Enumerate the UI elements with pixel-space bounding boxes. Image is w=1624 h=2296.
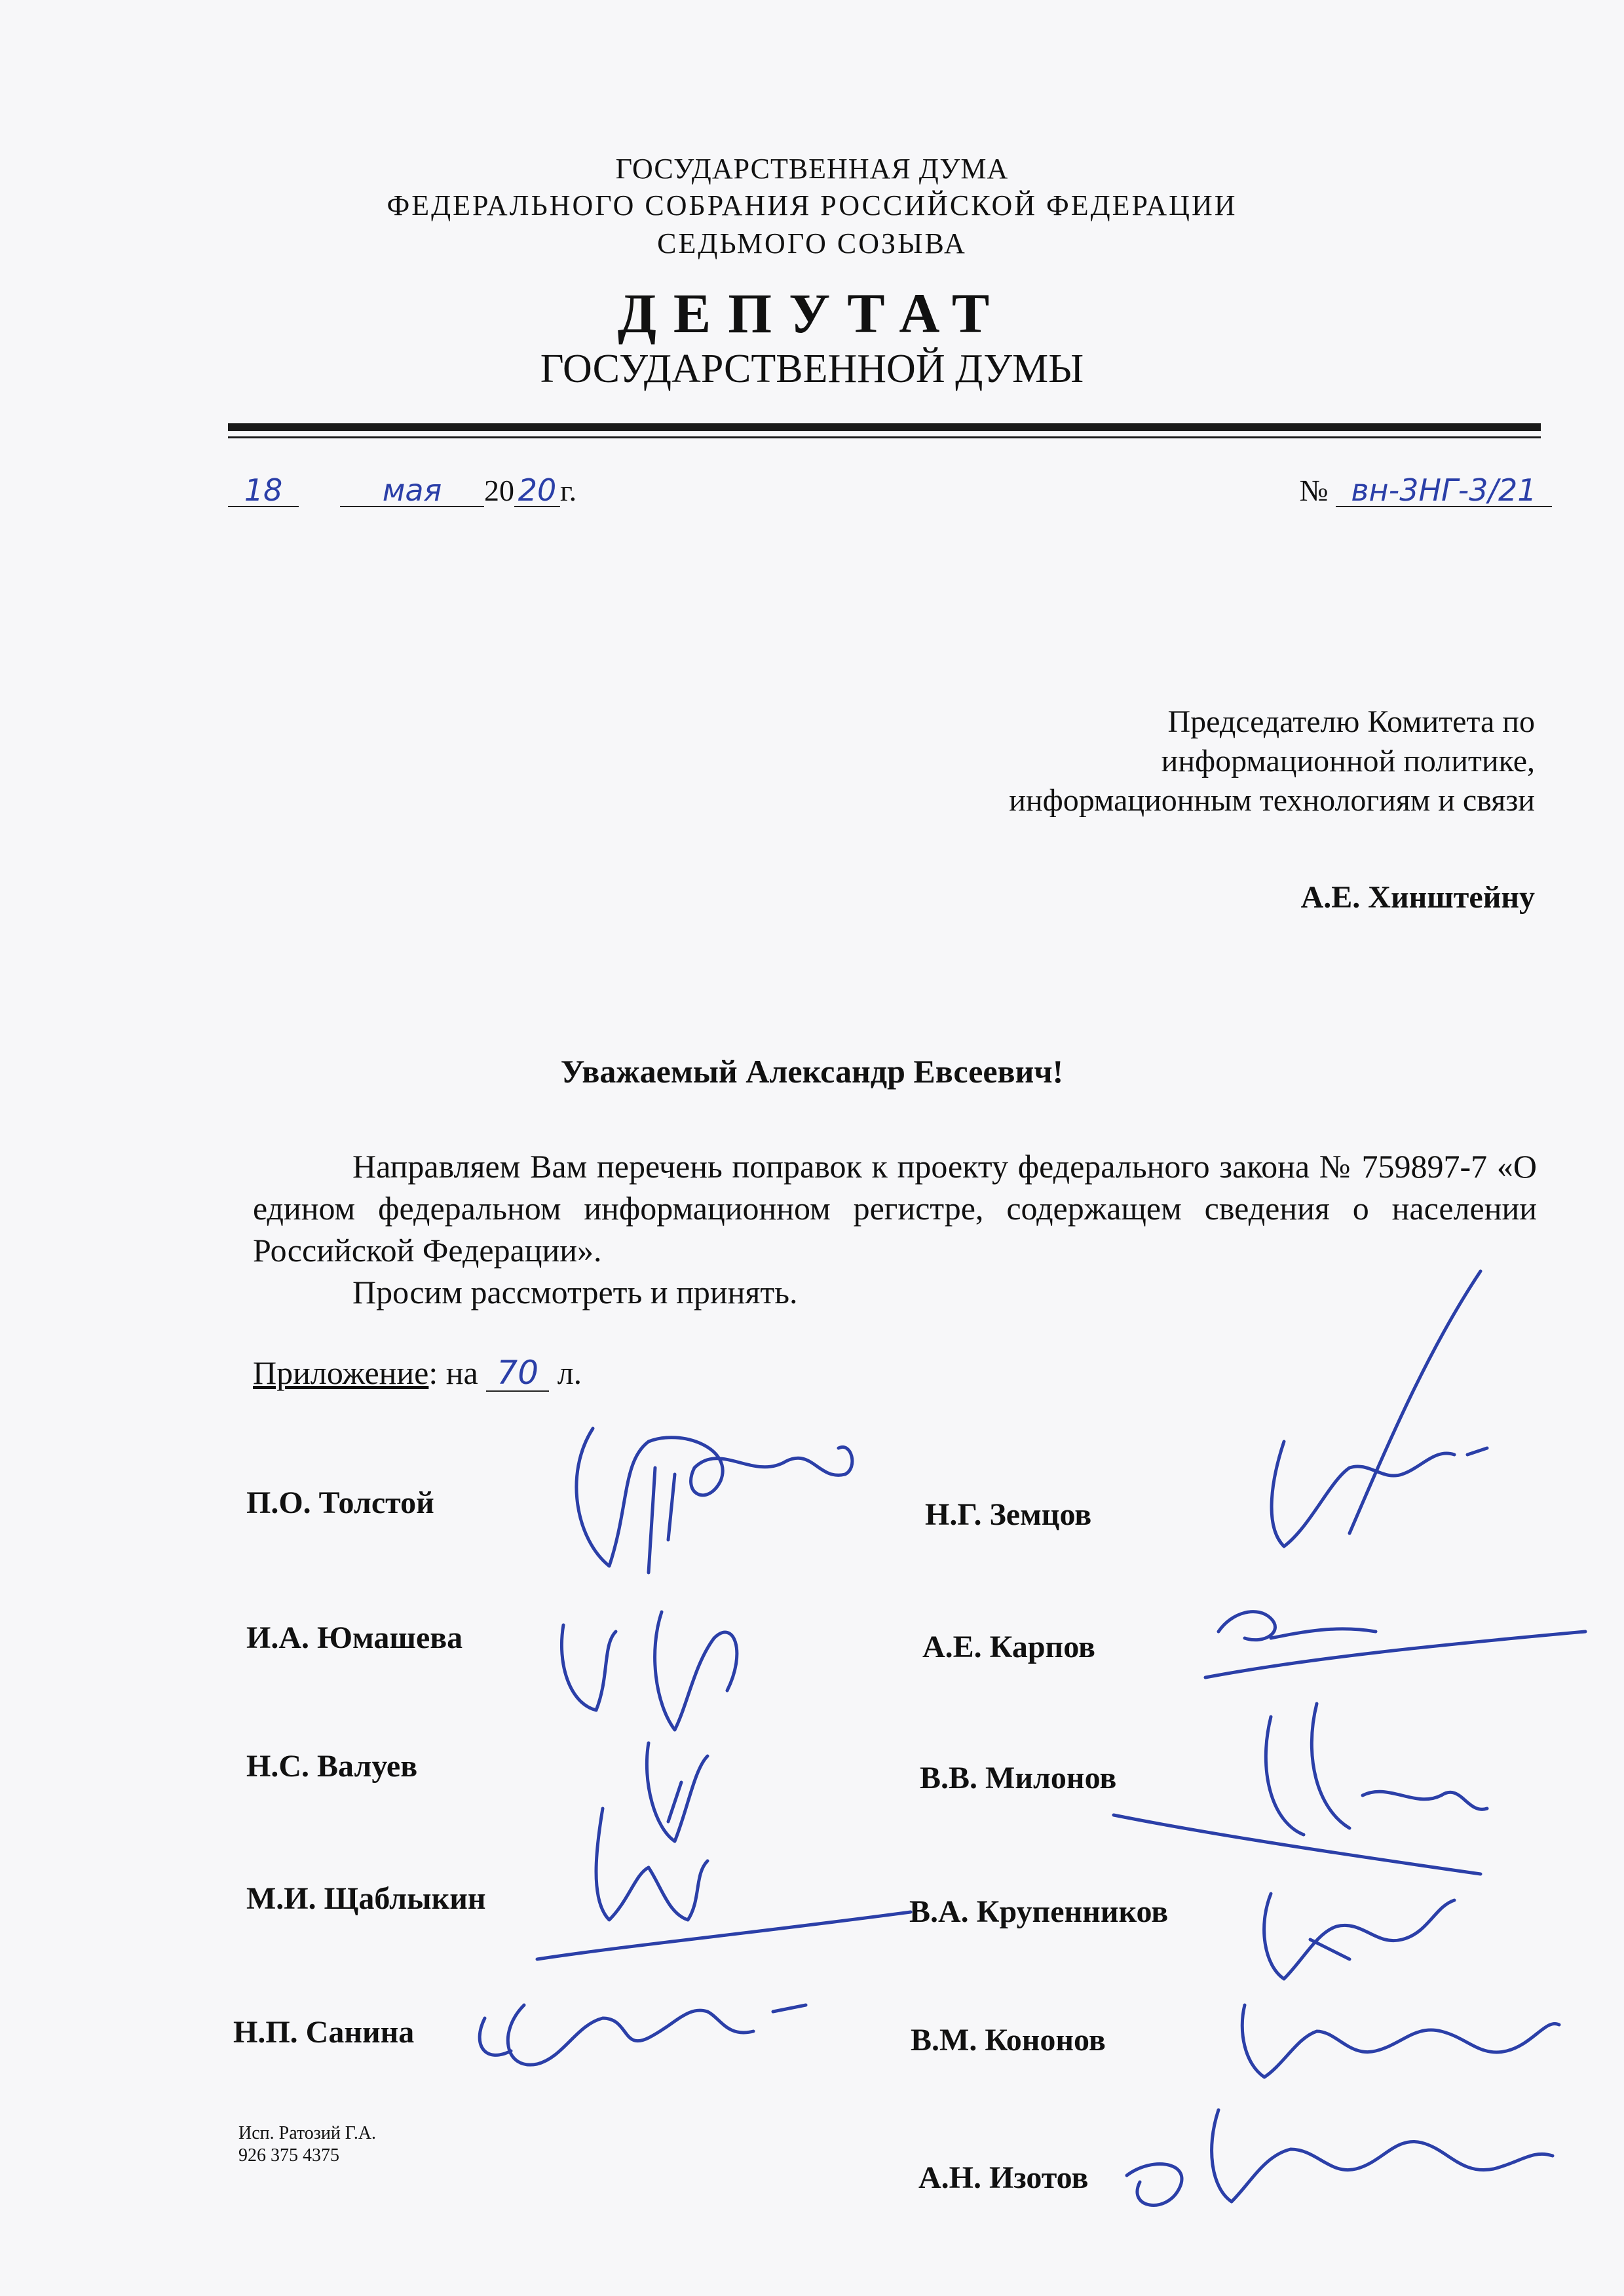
- signatory-right-1: Н.Г. Земцов: [925, 1497, 1092, 1532]
- salutation: Уважаемый Александр Евсеевич!: [560, 1053, 1064, 1090]
- signature-valuev: [647, 1743, 708, 1841]
- addressee-name: А.Е. Хинштейну: [1300, 880, 1535, 915]
- header-line-2: ФЕДЕРАЛЬНОГО СОБРАНИЯ РОССИЙСКОЙ ФЕДЕРАЦИИ: [387, 189, 1237, 221]
- letter-date: [228, 473, 576, 508]
- header-duma: ГОСУДАРСТВЕННОЙ ДУМЫ: [540, 347, 1084, 391]
- signature-tolstoy: [576, 1428, 852, 1573]
- signature-izotov: [1127, 2110, 1553, 2205]
- signature-krupennikov: [1264, 1894, 1454, 1979]
- footer-phone: 926 375 4375: [238, 2145, 339, 2166]
- signatory-left-1: П.О. Толстой: [246, 1485, 434, 1520]
- signature-karpov: [1205, 1612, 1585, 1677]
- reference-number: [1300, 473, 1552, 508]
- footer-executor: Исп. Ратозий Г.А.: [238, 2123, 377, 2143]
- signatory-right-2: А.Е. Карпов: [922, 1630, 1095, 1664]
- attachment-label: Приложение: [253, 1354, 429, 1391]
- date-day: 18: [228, 474, 299, 507]
- signatory-left-3: Н.С. Валуев: [246, 1749, 418, 1784]
- attachment-prefix: : на: [428, 1354, 478, 1391]
- body-paragraph-1: Направляем Вам перечень поправок к проекту федерального закона № 759897-7 «О едином федеральном информационном регистре, содержащем сведения о населении Российской Федерации».: [253, 1148, 1537, 1269]
- header-line-3: СЕДЬМОГО СОЗЫВА: [657, 227, 967, 259]
- attachment-suffix: л.: [557, 1354, 582, 1391]
- date-suffix: г.: [560, 474, 577, 507]
- addressee-line-1: Председателю Комитета по: [1167, 704, 1535, 739]
- header-deputy: ДЕПУТАТ: [617, 282, 1007, 345]
- addressee-line-3: информационным технологиям и связи: [1009, 783, 1535, 818]
- date-year-prefix: 20: [484, 474, 514, 507]
- signatory-right-5: В.М. Кононов: [911, 2023, 1106, 2057]
- date-month: мая: [340, 474, 484, 507]
- attachment-line: [253, 1354, 582, 1392]
- signatory-right-4: В.А. Крупенников: [909, 1894, 1169, 1929]
- addressee-line-2: информационной политике,: [1161, 744, 1535, 778]
- signature-milonov: [1114, 1704, 1487, 1874]
- signatory-right-6: А.Н. Изотов: [918, 2160, 1089, 2195]
- signatory-left-2: И.А. Юмашева: [246, 1620, 463, 1655]
- signature-kononov: [1242, 2005, 1559, 2077]
- reference-label: №: [1299, 474, 1329, 507]
- header-line-1: ГОСУДАРСТВЕННАЯ ДУМА: [615, 153, 1009, 185]
- date-year-suffix: 20: [514, 474, 560, 507]
- signatory-right-3: В.В. Милонов: [920, 1761, 1117, 1795]
- reference-value: вн-3НГ-3/21: [1336, 474, 1552, 507]
- signature-yumasheva: [561, 1612, 736, 1730]
- signatory-left-4: М.И. Щаблыкин: [246, 1881, 486, 1916]
- signature-shchablykin: [537, 1808, 911, 1959]
- header-rule-thin: [228, 436, 1541, 438]
- body-paragraph-2: Просим рассмотреть и принять.: [352, 1274, 798, 1311]
- header-rule-thick: [228, 423, 1541, 431]
- signature-sanina: [480, 2005, 806, 2065]
- signatory-left-5: Н.П. Санина: [233, 2015, 415, 2050]
- attachment-pages: 70: [486, 1356, 549, 1392]
